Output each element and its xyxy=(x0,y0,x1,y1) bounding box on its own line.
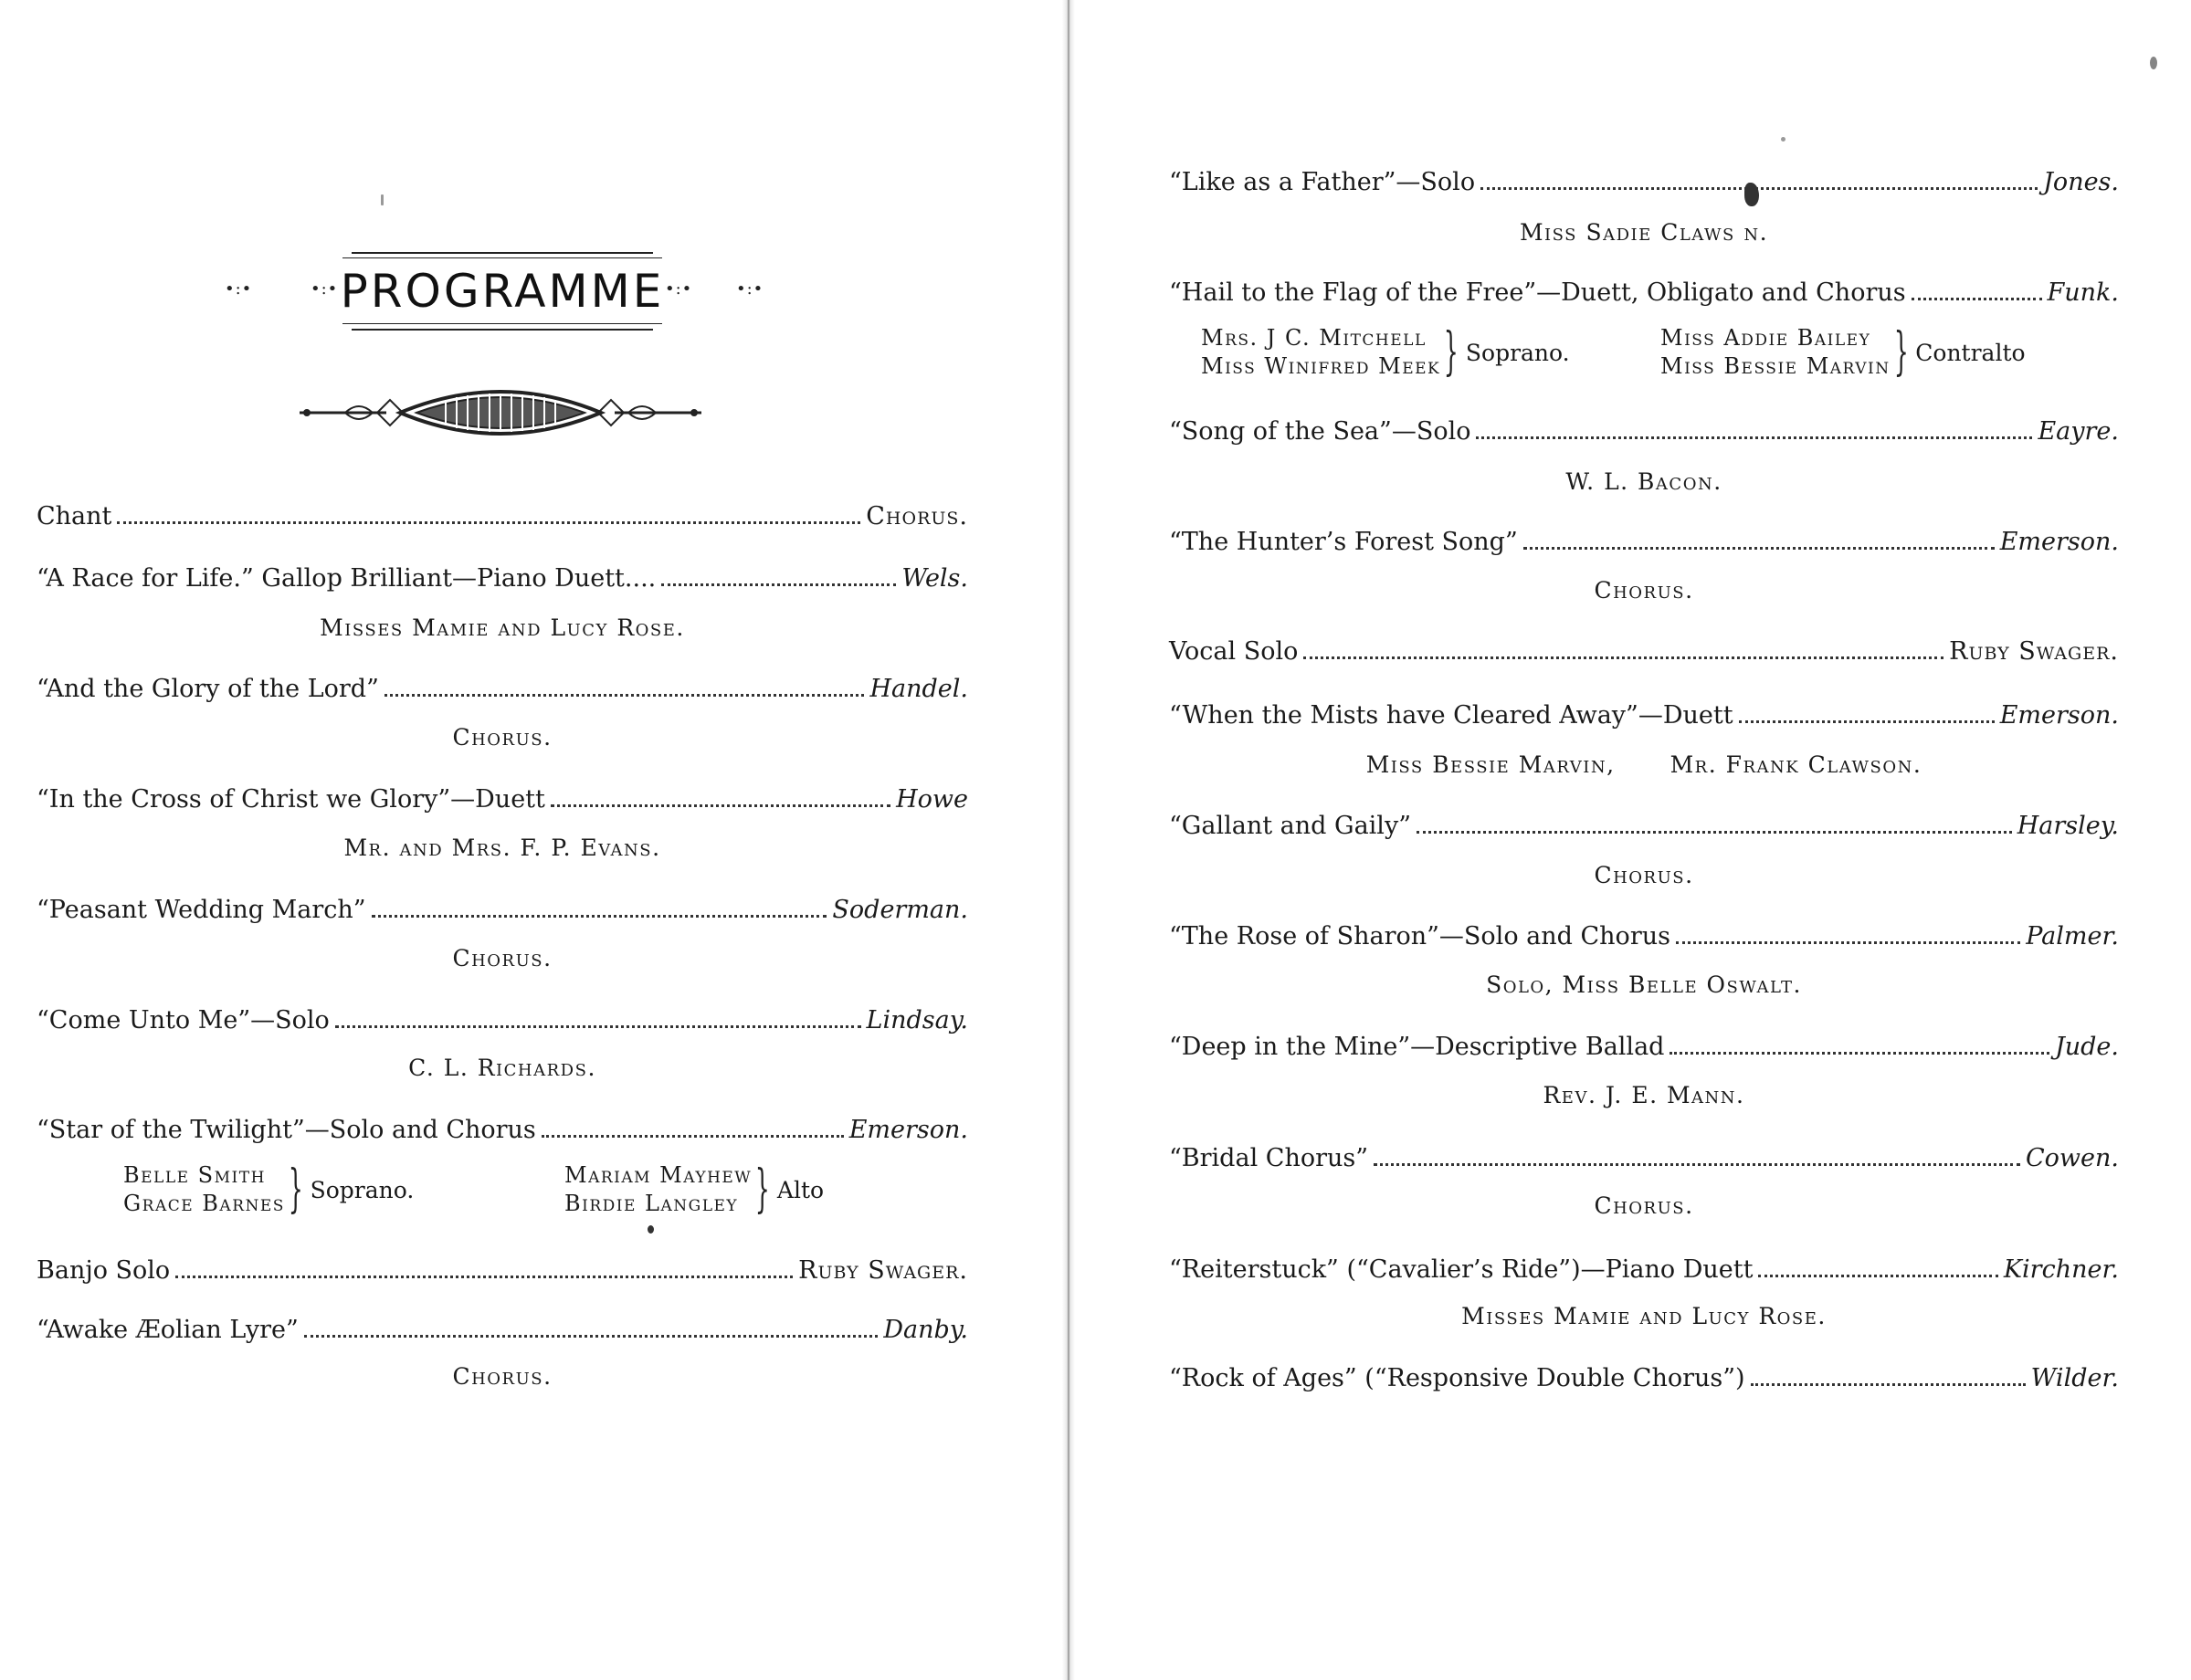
item-credit: Handel. xyxy=(869,675,968,703)
item-title: “Star of the Twilight”—Solo and Chorus xyxy=(37,1116,536,1144)
performer-line: Chorus. xyxy=(452,1363,553,1390)
programme-item-star-of-the-twilight xyxy=(37,1118,968,1142)
item-credit: Ruby Swager. xyxy=(1949,637,2119,666)
item-title: “Awake Æolian Lyre” xyxy=(37,1316,299,1344)
item-credit: Harsley. xyxy=(2017,812,2119,840)
item-credit: Emerson. xyxy=(1999,528,2119,556)
dot-leader xyxy=(1758,1274,1997,1277)
ink-speck xyxy=(648,1225,654,1234)
item-title: “When the Mists have Cleared Away”—Duett xyxy=(1169,701,1733,730)
soprano-names xyxy=(123,1161,285,1218)
singer-name: Miss Addie Bailey xyxy=(1660,325,1871,351)
voice-label: Alto xyxy=(776,1176,825,1203)
brace-icon: } xyxy=(1444,322,1459,382)
item-title: “Like as a Father”—Solo xyxy=(1169,168,1476,196)
item-title: “Hail to the Flag of the Free”—Duett, Obligato and Chorus xyxy=(1169,278,1906,307)
brace-icon: } xyxy=(755,1160,771,1219)
ornament-divider-icon xyxy=(300,374,701,451)
singer-name: Belle Smith xyxy=(123,1162,266,1188)
alto-group xyxy=(564,1161,824,1218)
book-gutter-line xyxy=(1068,0,1069,1680)
ink-speck xyxy=(381,194,384,205)
dot-leader xyxy=(1676,940,2020,944)
singer-name: Grace Barnes xyxy=(123,1191,285,1216)
programme-item-awake-aeolian-lyre xyxy=(37,1318,968,1342)
item-credit: Jude. xyxy=(2054,1033,2119,1061)
item-credit: Lindsay. xyxy=(866,1006,968,1034)
item-credit: Emerson. xyxy=(1999,701,2119,730)
ink-blot xyxy=(1744,183,1759,206)
item-credit: Chorus. xyxy=(866,502,968,530)
page-title: PROGRAMME xyxy=(340,265,665,318)
item-credit: Howe xyxy=(896,785,968,814)
item-credit: Funk. xyxy=(2047,278,2119,307)
item-credit: Emerson. xyxy=(848,1116,968,1144)
performer-line: Chorus. xyxy=(1594,577,1694,604)
programme-item-hunters-forest-song xyxy=(1169,530,2119,554)
performer-line: Chorus. xyxy=(1594,1192,1694,1219)
dot-leader xyxy=(304,1334,879,1338)
item-title: Vocal Solo xyxy=(1169,637,1299,666)
programme-item-when-the-mists xyxy=(1169,703,2119,728)
dot-leader xyxy=(1476,436,2032,439)
item-title: Banjo Solo xyxy=(37,1256,171,1285)
item-credit: Kirchner. xyxy=(2003,1255,2119,1284)
dot-leader xyxy=(1912,297,2042,300)
item-credit: Jones. xyxy=(2043,168,2119,196)
dot-leader xyxy=(175,1275,793,1278)
item-title: “The Rose of Sharon”—Solo and Chorus xyxy=(1169,922,1670,950)
header-top-rule xyxy=(352,252,653,254)
flourish-dots-left-inner: •:• xyxy=(311,279,339,299)
performer-line: Rev. J. E. Mann. xyxy=(1543,1082,1745,1108)
singer-name: Miss Winifred Meek xyxy=(1201,353,1441,379)
item-title: “Rock of Ages” (“Responsive Double Chorus”) xyxy=(1169,1364,1745,1392)
programme-header xyxy=(219,248,785,340)
programme-item-race-for-life xyxy=(37,566,968,591)
item-title: “And the Glory of the Lord” xyxy=(37,675,379,703)
item-title: “A Race for Life.” Gallop Brilliant—Piano Duett.... xyxy=(37,564,657,593)
dot-leader xyxy=(384,693,865,697)
item-credit: Soderman. xyxy=(832,896,968,924)
dot-leader xyxy=(372,914,827,918)
performer-line: Chorus. xyxy=(452,945,553,971)
dot-leader xyxy=(551,803,890,807)
header-bottom-rule-thin xyxy=(342,323,662,324)
programme-item-cross-of-christ xyxy=(37,787,968,812)
item-credit: Ruby Swager. xyxy=(798,1256,968,1285)
item-title: “Song of the Sea”—Solo xyxy=(1169,417,1471,446)
duet-performers xyxy=(1169,751,2119,778)
dot-leader xyxy=(1417,830,2012,834)
programme-item-song-of-the-sea xyxy=(1169,419,2119,444)
programme-item-gallant-and-gaily xyxy=(1169,814,2119,838)
dot-leader xyxy=(542,1134,844,1138)
performer-line: Chorus. xyxy=(452,724,553,751)
flourish-dots-right-outer: •:• xyxy=(736,279,764,299)
programme-item-rose-of-sharon xyxy=(1169,924,2119,949)
programme-item-hail-to-the-flag xyxy=(1169,280,2119,305)
right-page xyxy=(1078,0,2191,1680)
item-credit: Wels. xyxy=(901,564,968,593)
dot-leader xyxy=(1670,1051,2049,1055)
voice-label: Soprano. xyxy=(310,1176,415,1203)
dot-leader xyxy=(1374,1162,2020,1166)
flag-soprano-group xyxy=(1201,324,1570,381)
programme-item-reiterstuck xyxy=(1169,1257,2119,1282)
item-title: “Peasant Wedding March” xyxy=(37,896,366,924)
left-page xyxy=(0,0,1059,1680)
voice-label: Soprano. xyxy=(1465,339,1570,366)
programme-item-deep-in-the-mine xyxy=(1169,1034,2119,1059)
programme-item-chant xyxy=(37,504,968,529)
dot-leader xyxy=(1751,1382,2026,1386)
flag-contralto-group xyxy=(1660,324,2026,381)
ink-speck xyxy=(2150,57,2157,69)
dot-leader xyxy=(117,520,860,524)
singer-name: Mariam Mayhew xyxy=(564,1162,753,1188)
dot-leader xyxy=(1303,656,1943,659)
performer-line: W. L. Bacon. xyxy=(1565,468,1722,495)
header-top-rule-thin xyxy=(342,257,662,258)
item-credit: Danby. xyxy=(883,1316,968,1344)
item-credit: Eayre. xyxy=(2038,417,2119,446)
dot-leader xyxy=(661,583,896,586)
performer-line: Miss Sadie Claws n. xyxy=(1519,219,1769,246)
item-title: “The Hunter’s Forest Song” xyxy=(1169,528,1518,556)
programme-item-glory-of-the-lord xyxy=(37,677,968,701)
singer-name: Miss Bessie Marvin xyxy=(1660,353,1891,379)
singer-name: Mrs. J C. Mitchell xyxy=(1201,325,1427,351)
performer-line: Solo, Miss Belle Oswalt. xyxy=(1486,971,1802,998)
performer-line: Misses Mamie and Lucy Rose. xyxy=(1461,1303,1827,1329)
programme-item-vocal-solo xyxy=(1169,639,2119,664)
dot-leader xyxy=(1523,546,1995,550)
voice-label: Contralto xyxy=(1915,339,2026,366)
flourish-dots-left-outer: •:• xyxy=(225,279,253,299)
soprano-names xyxy=(1201,324,1440,381)
singer-name: Miss Bessie Marvin, xyxy=(1365,751,1616,778)
item-title: “Bridal Chorus” xyxy=(1169,1144,1369,1172)
item-title: “Gallant and Gaily” xyxy=(1169,812,1412,840)
dot-leader xyxy=(1480,186,2038,190)
performer-line: Mr. and Mrs. F. P. Evans. xyxy=(343,835,661,861)
programme-item-peasant-wedding-march xyxy=(37,898,968,922)
programme-item-come-unto-me xyxy=(37,1008,968,1033)
performer-line: C. L. Richards. xyxy=(408,1055,596,1081)
singer-name: Mr. Frank Clawson. xyxy=(1670,751,1922,778)
item-title: Chant xyxy=(37,502,112,530)
programme-item-rock-of-ages xyxy=(1169,1366,2119,1391)
brace-icon: } xyxy=(288,1160,303,1219)
performer-line: Misses Mamie and Lucy Rose. xyxy=(320,614,685,641)
item-credit: Cowen. xyxy=(2026,1144,2119,1172)
ink-speck xyxy=(1781,137,1785,142)
item-title: “Deep in the Mine”—Descriptive Ballad xyxy=(1169,1033,1665,1061)
alto-names xyxy=(564,1161,752,1218)
dot-leader xyxy=(335,1024,861,1028)
item-title: “In the Cross of Christ we Glory”—Duett xyxy=(37,785,545,814)
contralto-names xyxy=(1660,324,1891,381)
programme-item-bridal-chorus xyxy=(1169,1146,2119,1171)
brace-icon: } xyxy=(1893,322,1909,382)
item-credit: Wilder. xyxy=(2030,1364,2119,1392)
item-title: “Reiterstuck” (“Cavalier’s Ride”)—Piano Duett xyxy=(1169,1255,1754,1284)
performer-line: Chorus. xyxy=(1594,862,1694,888)
item-title: “Come Unto Me”—Solo xyxy=(37,1006,330,1034)
flourish-dots-right-inner: •:• xyxy=(665,279,693,299)
programme-item-banjo-solo xyxy=(37,1258,968,1283)
header-bottom-rule xyxy=(352,329,653,331)
soprano-group xyxy=(123,1161,414,1218)
singer-name: Birdie Langley xyxy=(564,1191,739,1216)
item-credit: Palmer. xyxy=(2026,922,2119,950)
dot-leader xyxy=(1739,719,1995,723)
programme-item-like-as-a-father xyxy=(1169,170,2119,194)
